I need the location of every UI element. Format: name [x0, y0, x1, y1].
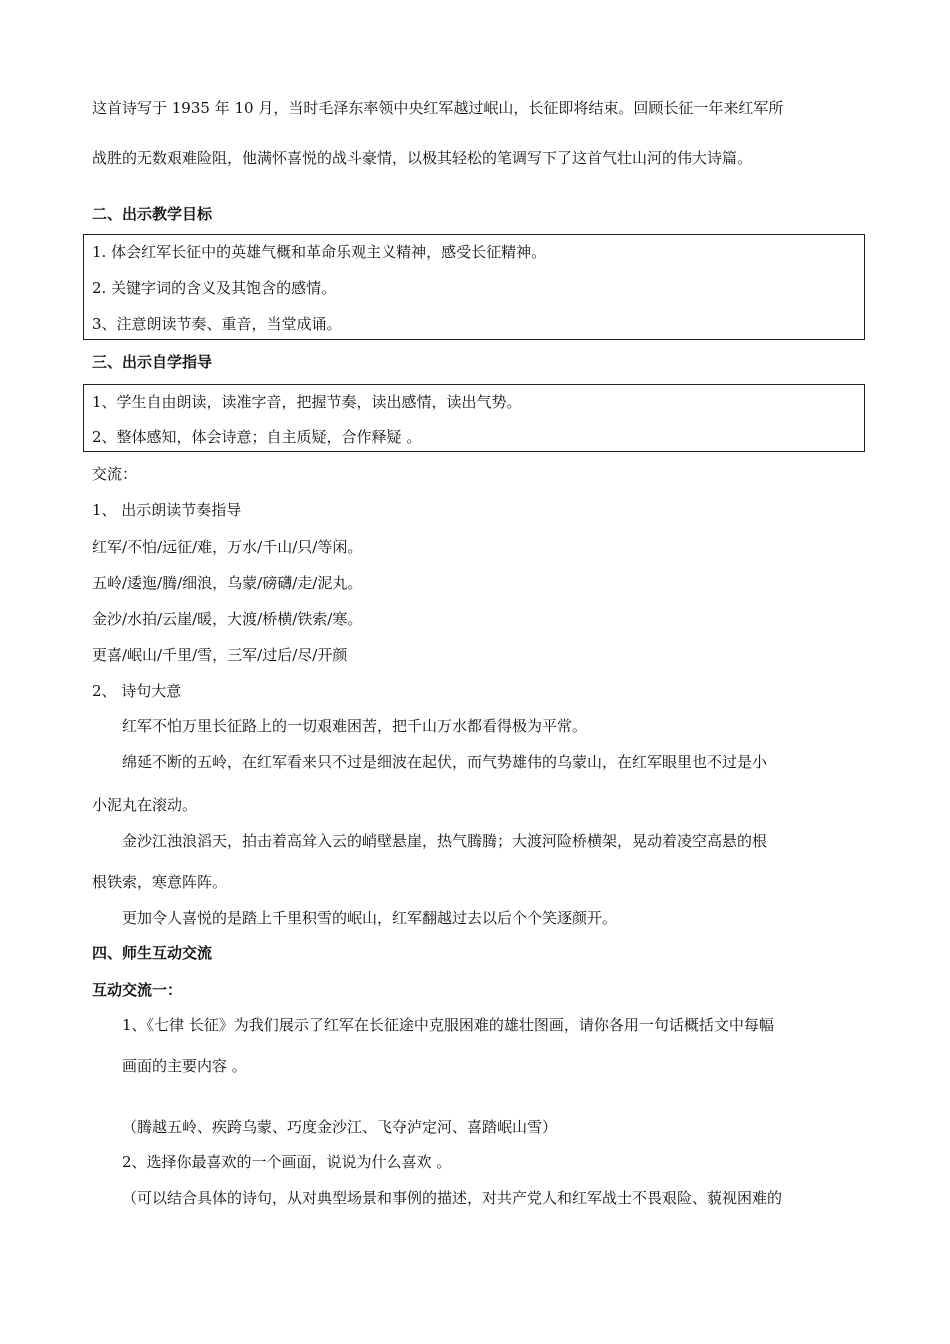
intro-line-1: 这首诗写于 1935 年 10 月，当时毛泽东率领中央红军越过岷山，长征即将结束。回顾长征一年来红军所 [92, 99, 784, 117]
section-heading-interaction: 四、师生互动交流 [92, 944, 213, 962]
meaning-paragraph-cont: 根铁索，寒意阵阵。 [92, 873, 228, 891]
intro-line-2: 战胜的无数艰难险阻，他满怀喜悦的战斗豪情，以极其轻松的笔调写下了这首气壮山河的伟大诗篇。 [92, 149, 753, 167]
objective-item: 2. 关键字词的含义及其饱含的感情。 [92, 279, 337, 297]
section-heading-guidance: 三、出示自学指导 [92, 353, 213, 371]
meaning-paragraph: 绵延不断的五岭，在红军看来只不过是细波在起伏，而气势雄伟的乌蒙山，在红军眼里也不过是小 [122, 753, 768, 771]
guidance-item: 2、整体感知，体会诗意；自主质疑，合作释疑 。 [92, 428, 422, 446]
meaning-title: 2、 诗句大意 [92, 682, 182, 700]
question-2: 2、选择你最喜欢的一个画面，说说为什么喜欢 。 [122, 1153, 452, 1171]
interaction-subheading: 互动交流一： [92, 981, 183, 999]
objective-item: 3、注意朗读节奏、重音，当堂成诵。 [92, 315, 342, 333]
meaning-paragraph: 金沙江浊浪滔天，拍击着高耸入云的峭壁悬崖，热气腾腾；大渡河险桥横架，晃动着凌空高悬的根 [122, 832, 768, 850]
meaning-paragraph: 更加令人喜悦的是踏上千里积雪的岷山，红军翻越过去以后个个笑逐颜开。 [122, 909, 618, 927]
guidance-item: 1、学生自由朗读，读准字音，把握节奏，读出感情，读出气势。 [92, 393, 522, 411]
rhythm-title: 1、 出示朗读节奏指导 [92, 501, 242, 519]
meaning-paragraph: 红军不怕万里长征路上的一切艰难困苦，把千山万水都看得极为平常。 [122, 717, 588, 735]
objectives-box [83, 234, 865, 340]
meaning-paragraph-cont: 小泥丸在滚动。 [92, 796, 198, 814]
question-1-line-2: 画面的主要内容 。 [122, 1057, 247, 1075]
rhythm-line: 红军/不怕/远征/难，万水/千山/只/等闲。 [92, 538, 363, 556]
rhythm-line: 金沙/水拍/云崖/暖，大渡/桥横/铁索/寒。 [92, 610, 363, 628]
rhythm-line: 五岭/逶迤/腾/细浪，乌蒙/磅礴/走/泥丸。 [92, 574, 363, 592]
answer-2: （可以结合具体的诗句，从对典型场景和事例的描述，对共产党人和红军战士不畏艰险、藐视困难的 [122, 1189, 783, 1207]
objective-item: 1. 体会红军长征中的英雄气概和革命乐观主义精神，感受长征精神。 [92, 243, 547, 261]
guidance-box [83, 384, 865, 452]
rhythm-line: 更喜/岷山/千里/雪，三军/过后/尽/开颜 [92, 646, 348, 664]
section-heading-objectives: 二、出示教学目标 [92, 205, 213, 223]
answer-1: （腾越五岭、疾跨乌蒙、巧度金沙江、飞夺泸定河、喜踏岷山雪） [122, 1118, 558, 1136]
question-1-line-1: 1、《七律 长征》为我们展示了红军在长征途中克服困难的雄壮图画，请你各用一句话概括文中每幅 [122, 1016, 774, 1034]
exchange-label: 交流： [92, 465, 138, 483]
